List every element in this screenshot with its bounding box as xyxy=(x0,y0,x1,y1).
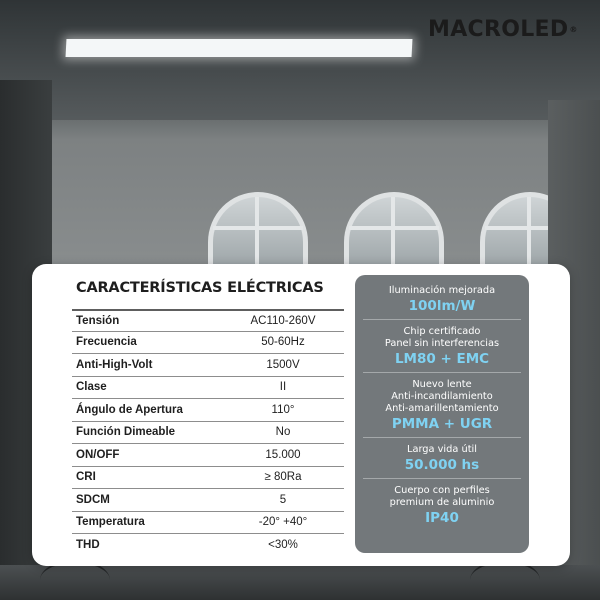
feature-lens xyxy=(363,372,521,437)
spec-row xyxy=(72,534,344,557)
spec-label: ON/OFF xyxy=(76,448,120,461)
spec-row xyxy=(72,309,344,332)
feature-value: 100lm/W xyxy=(408,298,476,314)
feature-lifespan xyxy=(363,437,521,478)
feature-description: Chip certificado xyxy=(403,326,481,337)
spec-value: 15.000 xyxy=(265,448,301,461)
feature-description: Iluminación mejorada xyxy=(388,285,496,296)
spec-label: Temperatura xyxy=(76,516,145,529)
spec-row xyxy=(72,377,344,400)
spec-value: No xyxy=(275,426,291,439)
office-chair xyxy=(40,560,110,600)
spec-row xyxy=(72,444,344,467)
brand-name: MACROLED xyxy=(428,17,569,42)
spec-row xyxy=(72,467,344,490)
spec-row xyxy=(72,332,344,355)
spec-value: AC110-260V xyxy=(250,314,316,327)
feature-description: Anti-incandilamiento xyxy=(391,391,493,402)
spec-label: Ángulo de Apertura xyxy=(76,403,183,416)
feature-description: Nuevo lente xyxy=(412,379,472,390)
spec-row xyxy=(72,489,344,512)
spec-label: CRI xyxy=(76,471,96,484)
feature-description: Panel sin interferencias xyxy=(384,338,500,349)
feature-value: PMMA + UGR xyxy=(391,416,493,432)
spec-value: <30% xyxy=(268,539,298,552)
spec-label: Frecuencia xyxy=(76,336,137,349)
feature-body xyxy=(363,478,521,531)
spec-label: SDCM xyxy=(76,493,110,506)
card-title: CARACTERÍSTICAS ELÉCTRICAS xyxy=(76,280,324,296)
registered-mark: ® xyxy=(569,25,578,34)
spec-label: Tensión xyxy=(76,314,120,327)
spec-card xyxy=(32,264,570,566)
spec-value: 1500V xyxy=(266,358,300,371)
feature-value: IP40 xyxy=(425,510,459,526)
spec-value: 50-60Hz xyxy=(261,336,305,349)
spec-label: Función Dimeable xyxy=(76,426,176,439)
feature-description: Anti-amarillentamiento xyxy=(385,403,499,414)
spec-row xyxy=(72,422,344,445)
feature-certification xyxy=(363,319,521,372)
spec-value: ≥ 80Ra xyxy=(264,471,302,484)
spec-row xyxy=(72,512,344,535)
spec-value: -20° +40° xyxy=(258,516,308,529)
spec-value: 5 xyxy=(279,493,287,506)
ceiling-edge xyxy=(0,120,600,142)
spec-row xyxy=(72,354,344,377)
feature-description: Larga vida útil xyxy=(406,444,477,455)
feature-efficiency xyxy=(363,285,521,319)
spec-value: 110° xyxy=(271,403,295,416)
spec-label: Anti-High-Volt xyxy=(76,358,153,371)
led-panel-light xyxy=(66,39,413,57)
office-chair xyxy=(470,560,540,600)
brand-logo xyxy=(428,16,588,44)
spec-table xyxy=(72,309,344,557)
spec-label: THD xyxy=(76,539,100,552)
features-panel xyxy=(355,275,529,553)
spec-label: Clase xyxy=(76,381,107,394)
feature-value: LM80 + EMC xyxy=(394,351,490,367)
spec-row xyxy=(72,399,344,422)
feature-description: premium de aluminio xyxy=(389,497,495,508)
feature-description: Cuerpo con perfiles xyxy=(394,485,490,496)
spec-value: II xyxy=(279,381,287,394)
feature-value: 50.000 hs xyxy=(404,457,480,473)
